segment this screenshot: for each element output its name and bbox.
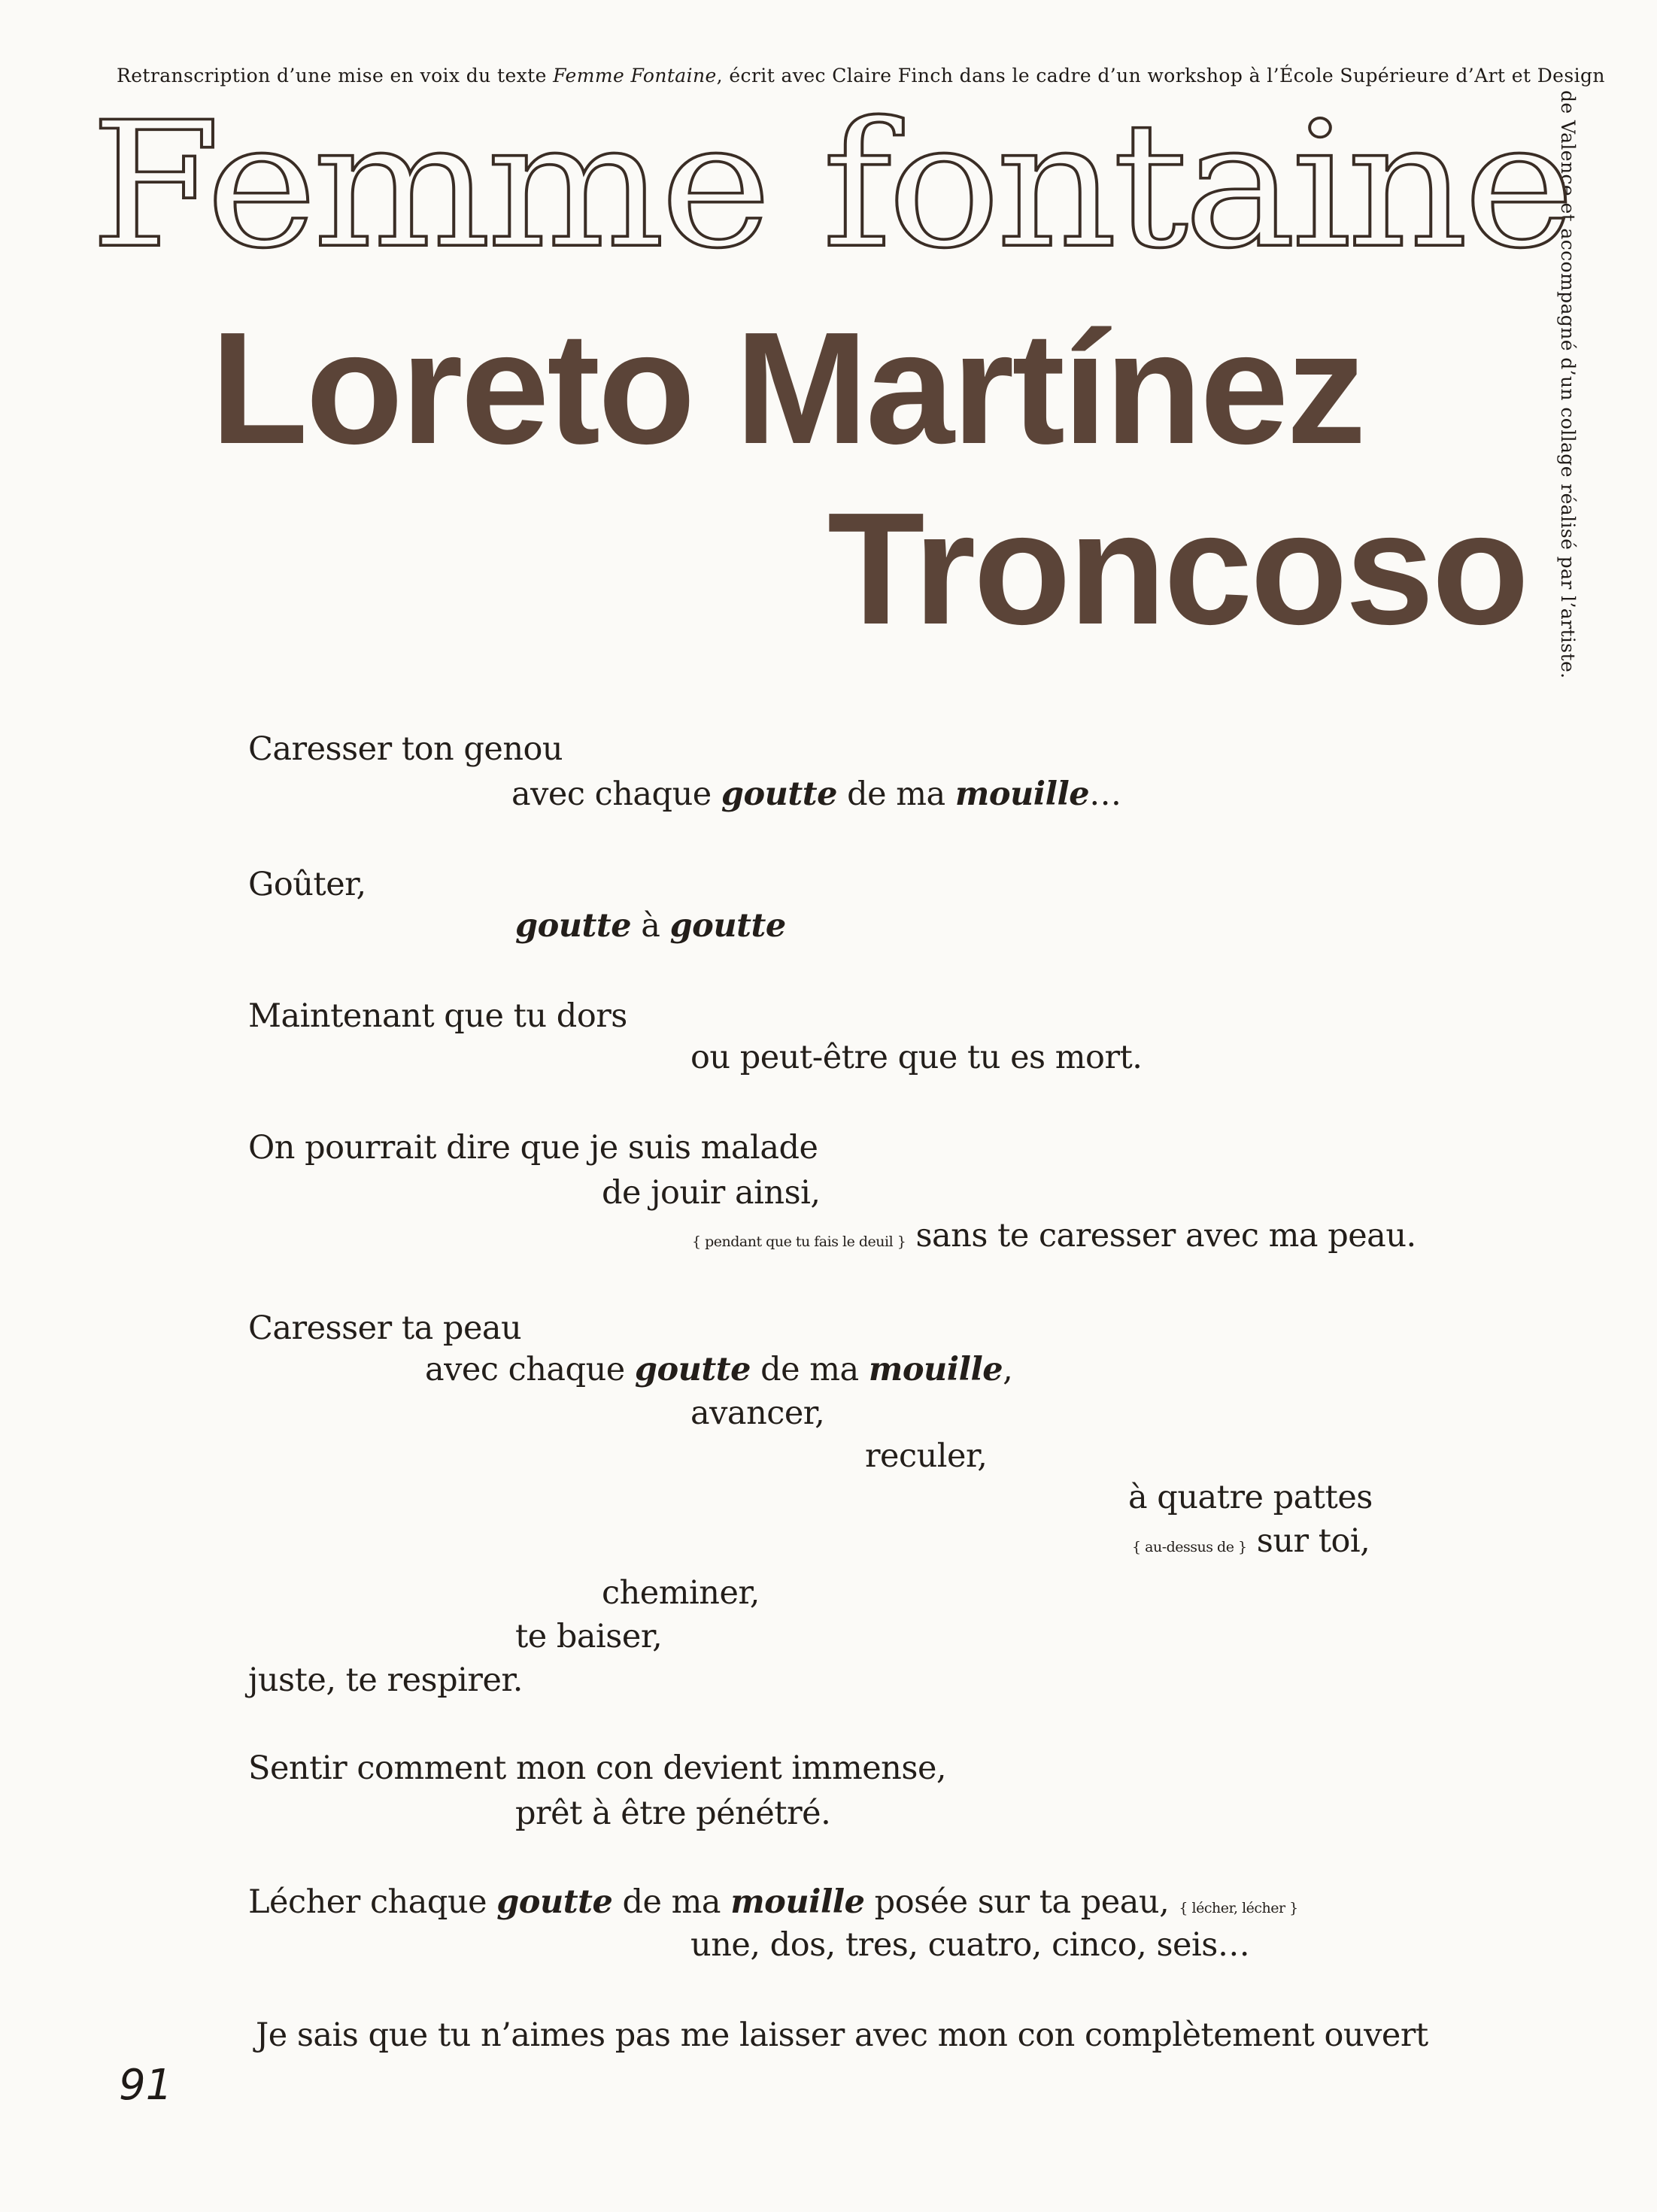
poem-line: à quatre pattes	[1128, 1479, 1373, 1516]
poem-line: reculer,	[865, 1437, 988, 1475]
poem-line: te baiser,	[515, 1618, 663, 1655]
poem-line: Je sais que tu n’aimes pas me laisser avec mon con complètement ouvert	[256, 2016, 1428, 2054]
poem-line: Lécher chaque goutte de ma mouille posée sur ta peau, { lécher, lécher }	[248, 1883, 1298, 1921]
credit-side-line: de Valence et accompagné d’un collage réalisé par l’artiste.	[1557, 90, 1579, 679]
poem-aside: { au-dessus de }	[1132, 1539, 1247, 1555]
poem-line: cheminer,	[602, 1574, 760, 1612]
poem-line: Sentir comment mon con devient immense,	[248, 1749, 947, 1787]
poem-aside: { pendant que tu fais le deuil }	[692, 1233, 906, 1250]
poem-line: goutte à goutte	[515, 907, 786, 945]
credit-line	[117, 65, 1605, 86]
poem-line: une, dos, tres, cuatro, cinco, seis…	[690, 1926, 1250, 1964]
poem-line: Caresser ton genou	[248, 730, 563, 768]
poem-line: juste, te respirer.	[248, 1661, 523, 1699]
poem-line: { pendant que tu fais le deuil } sans te caresser avec ma peau.	[692, 1217, 1416, 1255]
poem-line: Goûter,	[248, 866, 366, 903]
poem-line: avancer,	[690, 1394, 825, 1432]
poem-line: prêt à être pénétré.	[515, 1795, 831, 1832]
poem-aside: { lécher, lécher }	[1179, 1900, 1298, 1916]
poem-line: de jouir ainsi,	[602, 1174, 821, 1212]
poem-line: avec chaque goutte de ma mouille,	[425, 1351, 1013, 1388]
poem-line: On pourrait dire que je suis malade	[248, 1129, 818, 1167]
page-number: 91	[119, 2061, 173, 2110]
author-first-name: Loreto Martínez	[211, 299, 1364, 477]
credit-prefix: Retranscription d’une mise en voix du texte	[117, 65, 554, 86]
poem-line: { au-dessus de } sur toi,	[1132, 1522, 1370, 1560]
poem-line: Caresser ta peau	[248, 1309, 522, 1347]
poem-line: avec chaque goutte de ma mouille…	[511, 775, 1121, 813]
author-last-name: Troncoso	[827, 479, 1528, 657]
poem-line: Maintenant que tu dors	[248, 997, 627, 1035]
poem-line: ou peut-être que tu es mort.	[690, 1039, 1143, 1076]
credit-work-title: Femme Fontaine	[553, 65, 717, 86]
credit-suffix: , écrit avec Claire Finch dans le cadre d’un workshop à l’École Supérieure d’Art et Design	[716, 65, 1605, 86]
page-title: Femme fontaine	[90, 84, 1571, 287]
